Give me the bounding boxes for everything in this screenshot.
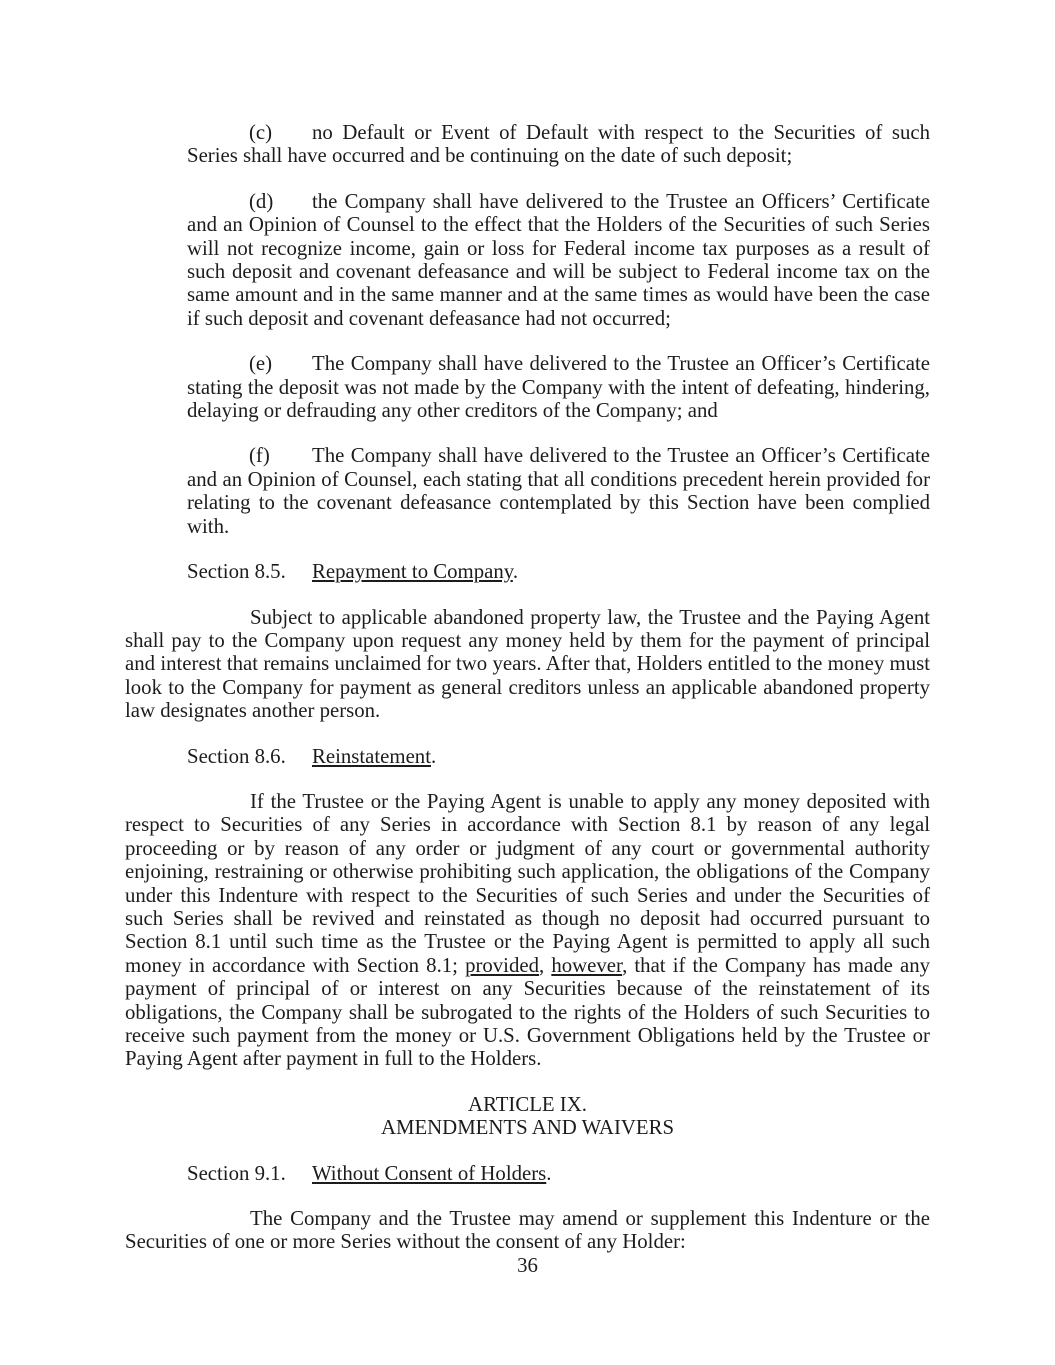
section-9-1-period: .: [546, 1161, 552, 1185]
clause-c-label: (c): [249, 121, 273, 144]
section-8-6-body-part2: , that if the Company has made any payment of principal of or interest on any Securities because of the reinstatement of its obligations, the Company shall be subrogated to the rights of the Holders of such Securities to receive such payment from the money or U.S. Government Obligations held by the Trustee or Paying Agent after payment in full to the Holders.: [125, 953, 930, 1071]
section-8-5-title: Repayment to Company: [312, 560, 513, 584]
section-8-6-body-part1: If the Trustee or the Paying Agent is unable to apply any money deposited with respect to Securities of any Series in accordance with Section 8.1 by reason of any legal proceeding or by reason of any order or judgment of any court or governmental authority enjoining, restraining or otherwise prohibiting such application, the obligations of the Company under this Indenture with respect to the Securities of such Series and under the Securities of such Series shall be revived and reinstated as though no deposit had occurred pursuant to Section 8.1 until such time as the Trustee or the Paying Agent is permitted to apply all such money in accordance with Section 8.1;: [125, 789, 930, 977]
section-8-6-body: [125, 790, 930, 1071]
section-8-5-number: Section 8.5.: [187, 560, 286, 584]
clause-f-text: The Company shall have delivered to the Trustee an Officer’s Certificate and an Opinion of Counsel, each stating that all conditions precedent herein provided for relating to the covenant defeasance contemplated by this Section have been complied with.: [187, 444, 930, 538]
section-8-6-period: .: [430, 744, 437, 768]
section-9-1-heading: [187, 1162, 930, 1185]
page-number: 36: [517, 1254, 538, 1277]
section-8-5-period: .: [512, 560, 519, 584]
clause-e-text: The Company shall have delivered to the Trustee an Officer’s Certificate stating the deposit was not made by the Company with the intent of defeating, hindering, delaying or defrauding any other creditors of the Company; and: [187, 352, 930, 423]
clause-e-label: (e): [249, 352, 273, 376]
section-8-6-heading: [187, 745, 930, 768]
article-9-title: AMENDMENTS AND WAIVERS: [380, 1116, 675, 1140]
section-8-6-body-sep: ,: [539, 953, 552, 977]
clause-d-label: (d): [249, 189, 274, 213]
section-8-6-body-however: however: [551, 953, 623, 977]
section-9-1-body: The Company and the Trustee may amend or supplement this Indenture or the Securities of one or more Series without the consent of any Holder:: [125, 1207, 930, 1254]
clause-d-text: the Company shall have delivered to the Trustee an Officers’ Certificate and an Opinion of Counsel to the effect that the Holders of the Securities of such Series will not recognize income, gain or loss for Federal income tax purposes as a result of such deposit and covenant defeasance and will be subject to Federal income tax on the same amount and in the same manner and at the same times as would have been the case if such deposit and covenant defeasance had not occurred;: [187, 189, 930, 330]
clause-c-text: no Default or Event of Default with respect to the Securities of such Series shall have occurred and be continuing on the date of such deposit;: [187, 121, 930, 168]
section-8-5-heading: [187, 560, 930, 583]
clause-c: [187, 121, 930, 168]
section-8-6-title: Reinstatement: [312, 744, 431, 768]
section-9-1-title: Without Consent of Holders: [312, 1161, 547, 1185]
section-8-6-body-provided: provided: [465, 953, 539, 977]
clause-e: [187, 352, 930, 422]
clause-f: [187, 444, 930, 538]
clause-f-label: (f): [249, 444, 270, 468]
article-9-number: ARTICLE IX.: [468, 1092, 587, 1116]
section-9-1-number: Section 9.1.: [187, 1161, 286, 1185]
article-9-heading: [125, 1093, 930, 1140]
section-8-6-number: Section 8.6.: [187, 744, 286, 768]
clause-d: [187, 190, 930, 330]
section-8-5-body: Subject to applicable abandoned property law, the Trustee and the Paying Agent shall pay to the Company upon request any money held by them for the payment of principal and interest that remains unclaimed for two years. After that, Holders entitled to the money must look to the Company for payment as general creditors unless an applicable abandoned property law designates another person.: [125, 605, 930, 723]
